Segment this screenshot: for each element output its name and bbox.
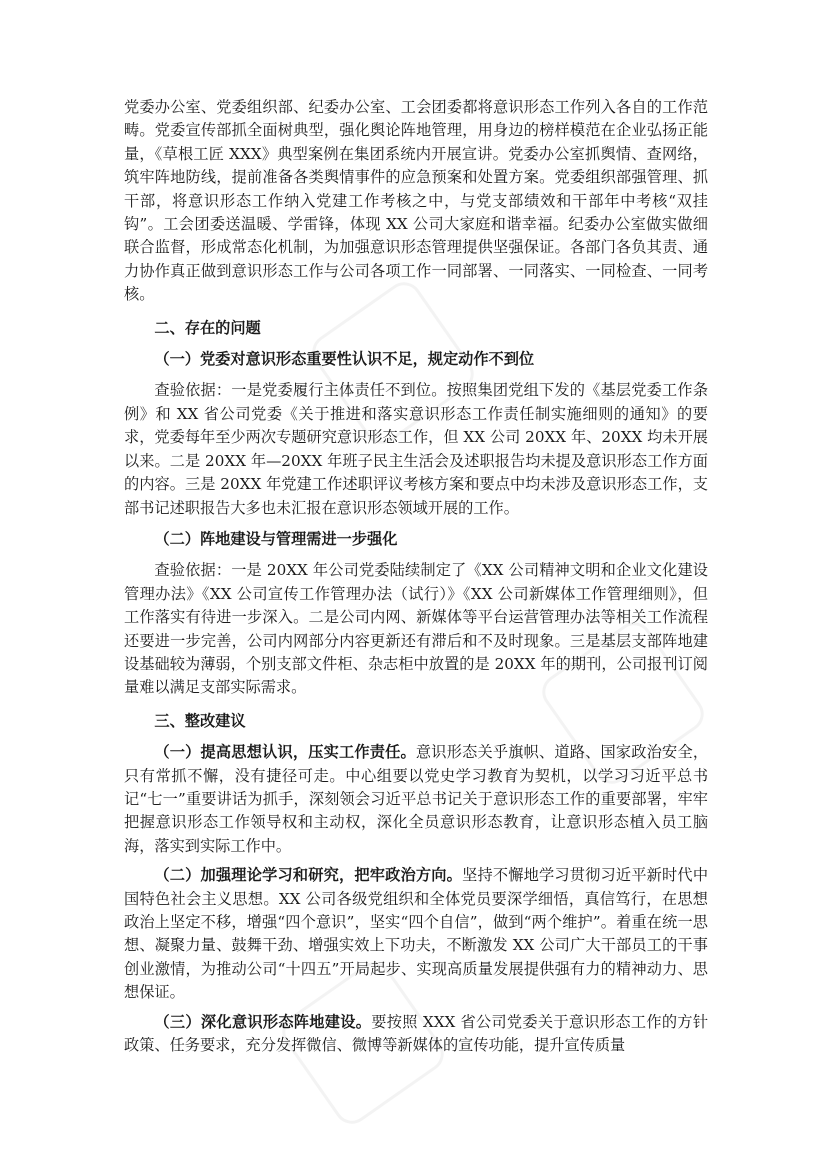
- suggestion-1-body: 意识形态关乎旗帜、道路、国家政治安全，只有常抓不懈，没有捷径可走。中心组要以党史学习教育为契机，以学习习近平总书记“七一”重要讲话为抓手，深刻领会习近平总书记关于意识形态工作的重要部署，牢牢把握意识形态工作领导权和主动权，深化全员意识形态教育，让意识形态植入员工脑海，落实到实际工作中。: [124, 743, 709, 855]
- suggestion-1-title: （一）提高思想认识，压实工作责任。: [154, 743, 416, 762]
- suggestion-2-title: （二）加强理论学习和研究，把牢政治方向。: [154, 866, 463, 885]
- suggestion-2-paragraph: [124, 864, 708, 1004]
- suggestion-3-paragraph: [124, 1011, 708, 1058]
- document-page: [124, 96, 708, 1063]
- problem-2-paragraph: 查验依据：一是 20XX 年公司党委陆续制定了《XX 公司精神文明和企业文化建设管理办法》《XX 公司宣传工作管理办法（试行）》《XX 公司新媒体工作管理细则》，但工作落实有待进一步深入。二是公司内网、新媒体等平台运营管理办法等相关工作流程还要进一步完善，公司内网部分内容更新还有滞后和不及时现象。三是基层支部阵地建设基础较为薄弱，个别支部文件柜、杂志柜中放置的是 20XX 年的期刊，公司报刊订阅量难以满足支部实际需求。: [124, 561, 708, 697]
- section-heading-suggestions: 三、整改建议: [154, 711, 246, 730]
- suggestion-2-body: 坚持不懈地学习贯彻习近平新时代中国特色社会主义思想。XX 公司各级党组织和全体党员要深学细悟，真信笃行，在思想政治上坚定不移，增强“四个意识”，坚实“四个自信”，做到“两个维护”。着重在统一思想、凝聚力量、鼓舞干劲、增强实效上下功夫，不断激发 XX 公司广大干部员工的干事创业激情，为推动公司“十四五”开局起步、实现高质量发展提供强有力的精神动力、思想保证。: [124, 866, 709, 1002]
- suggestion-3-body: 要按照 XXX 省公司党委关于意识形态工作的方针政策、任务要求，充分发挥微信、微博等新媒体的宣传功能，提升宣传质量: [124, 1012, 709, 1055]
- subheading-problem-1: （一）党委对意识形态重要性认识不足，规定动作不到位: [154, 350, 535, 369]
- suggestion-1-paragraph: [124, 741, 708, 858]
- section-heading-problems: 二、存在的问题: [154, 318, 261, 337]
- intro-paragraph: 党委办公室、党委组织部、纪委办公室、工会团委都将意识形态工作列入各自的工作范畴。党委宣传部抓全面树典型，强化舆论阵地管理，用身边的榜样模范在企业弘扬正能量，《草根工匠 XXX》典型案例在集团系统内开展宣讲。党委办公室抓舆情、查网络，筑牢阵地防线，提前准备各类舆情事件的应急预案和处置方案。党委组织部强管理、抓干部，将意识形态工作纳入党建工作考核之中，与党支部绩效和干部年中考核“双挂钩”。工会团委送温暖、学雷锋，体现 XX 公司大家庭和谐幸福。纪委办公室做实做细联合监督，形成常态化机制，为加强意识形态管理提供坚强保证。各部门各负其责、通力协作真正做到意识形态工作与公司各项工作一同部署、一同落实、一同检查、一同考核。: [124, 98, 708, 304]
- suggestion-3-title: （三）深化意识形态阵地建设。: [154, 1012, 372, 1031]
- subheading-problem-2: （二）阵地建设与管理需进一步强化: [154, 529, 398, 548]
- problem-1-paragraph: 查验依据：一是党委履行主体责任不到位。按照集团党组下发的《基层党委工作条例》和 XX 省公司党委《关于推进和落实意识形态工作责任制实施细则的通知》的要求，党委每年至少两次专题研究意识形态工作，但 XX 公司 20XX 年、20XX 均未开展以来。二是 20XX 年—20XX 年班子民主生活会及述职报告均未提及意识形态工作方面的内容。三是 20XX 年党建工作述职评议考核方案和要点中均未涉及意识形态工作，支部书记述职报告大多也未汇报在意识形态领域开展的工作。: [124, 381, 708, 517]
